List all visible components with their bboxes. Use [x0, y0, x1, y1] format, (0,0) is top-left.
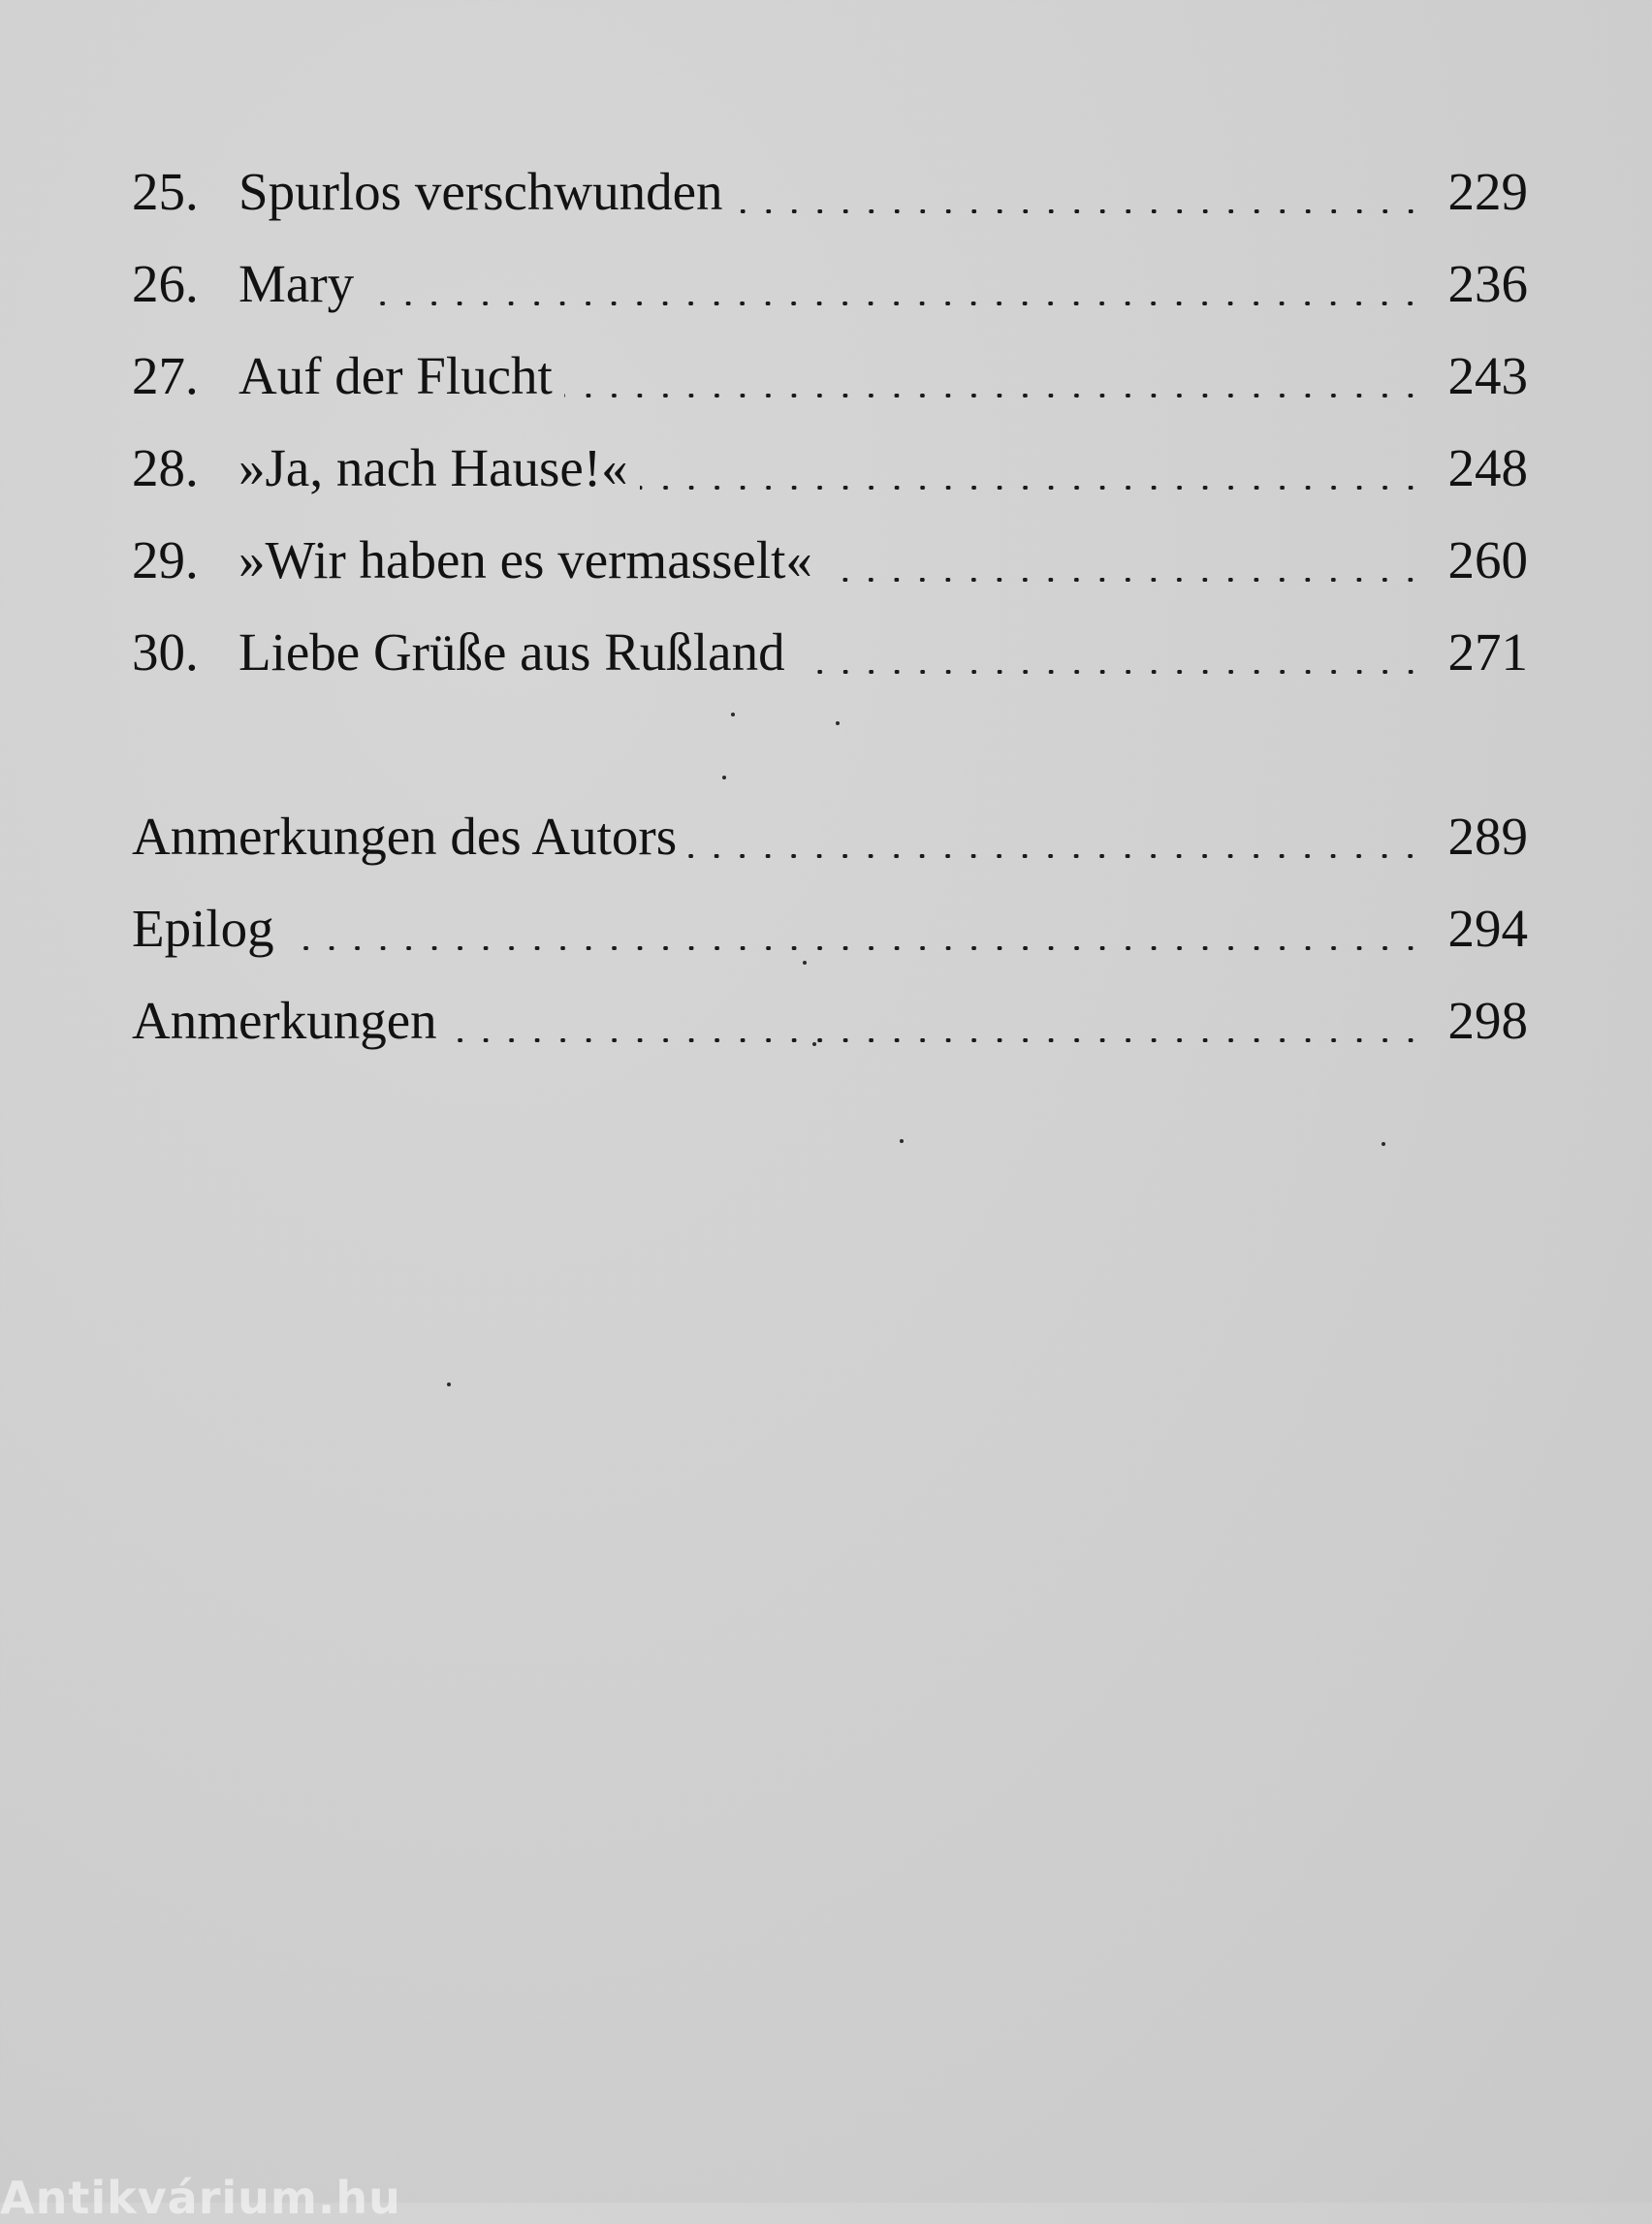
dot-leader	[365, 302, 1423, 305]
toc-entry	[132, 330, 1528, 422]
toc-entry	[132, 606, 1528, 698]
chapter-title: »Wir haben es vermasselt«	[238, 530, 812, 589]
print-speck	[803, 961, 807, 965]
section-title: Anmerkungen	[132, 991, 437, 1050]
page-number: 248	[1447, 438, 1528, 497]
chapter-number: 26.	[132, 254, 199, 313]
chapter-title: Spurlos verschwunden	[238, 162, 723, 221]
chapter-number: 27.	[132, 346, 199, 405]
chapter-title: Auf der Flucht	[238, 346, 553, 405]
table-of-contents-back-matter	[132, 790, 1528, 1066]
section-title: Anmerkungen des Autors	[132, 807, 678, 866]
dot-leader	[286, 946, 1423, 950]
toc-entry	[132, 974, 1528, 1066]
dot-leader	[824, 578, 1423, 582]
dot-leader	[564, 394, 1423, 397]
chapter-number: 28.	[132, 438, 199, 497]
dot-leader	[688, 854, 1423, 858]
print-speck	[836, 721, 840, 725]
page-number: 294	[1447, 899, 1528, 958]
chapter-number: 29.	[132, 530, 199, 589]
chapter-number: 30.	[132, 622, 199, 682]
watermark: Antikvárium.hu	[0, 2172, 401, 2224]
toc-entry	[132, 882, 1528, 974]
toc-entry	[132, 145, 1528, 238]
page-number: 271	[1447, 622, 1528, 682]
print-speck	[812, 1042, 816, 1046]
page-number: 236	[1447, 254, 1528, 313]
toc-entry	[132, 238, 1528, 330]
page-number: 260	[1447, 530, 1528, 589]
dot-leader	[735, 209, 1423, 213]
section-title: Epilog	[132, 899, 274, 958]
print-speck	[900, 1139, 904, 1143]
print-speck	[447, 1382, 451, 1386]
dot-leader	[797, 670, 1423, 674]
print-speck	[731, 713, 735, 716]
dot-leader	[449, 1038, 1423, 1042]
table-of-contents-chapters	[132, 145, 1528, 698]
toc-entry	[132, 514, 1528, 606]
page-number: 243	[1447, 346, 1528, 405]
chapter-title: Mary	[238, 254, 355, 313]
dot-leader	[640, 486, 1423, 490]
chapter-number: 25.	[132, 162, 199, 221]
page-number: 229	[1447, 162, 1528, 221]
print-speck	[722, 776, 726, 779]
toc-entry	[132, 422, 1528, 514]
chapter-title: »Ja, nach Hause!«	[238, 438, 628, 497]
toc-entry	[132, 790, 1528, 882]
page-number: 289	[1447, 807, 1528, 866]
chapter-title: Liebe Grüße aus Rußland	[238, 622, 785, 682]
print-speck	[1382, 1142, 1385, 1146]
page-number: 298	[1447, 991, 1528, 1050]
